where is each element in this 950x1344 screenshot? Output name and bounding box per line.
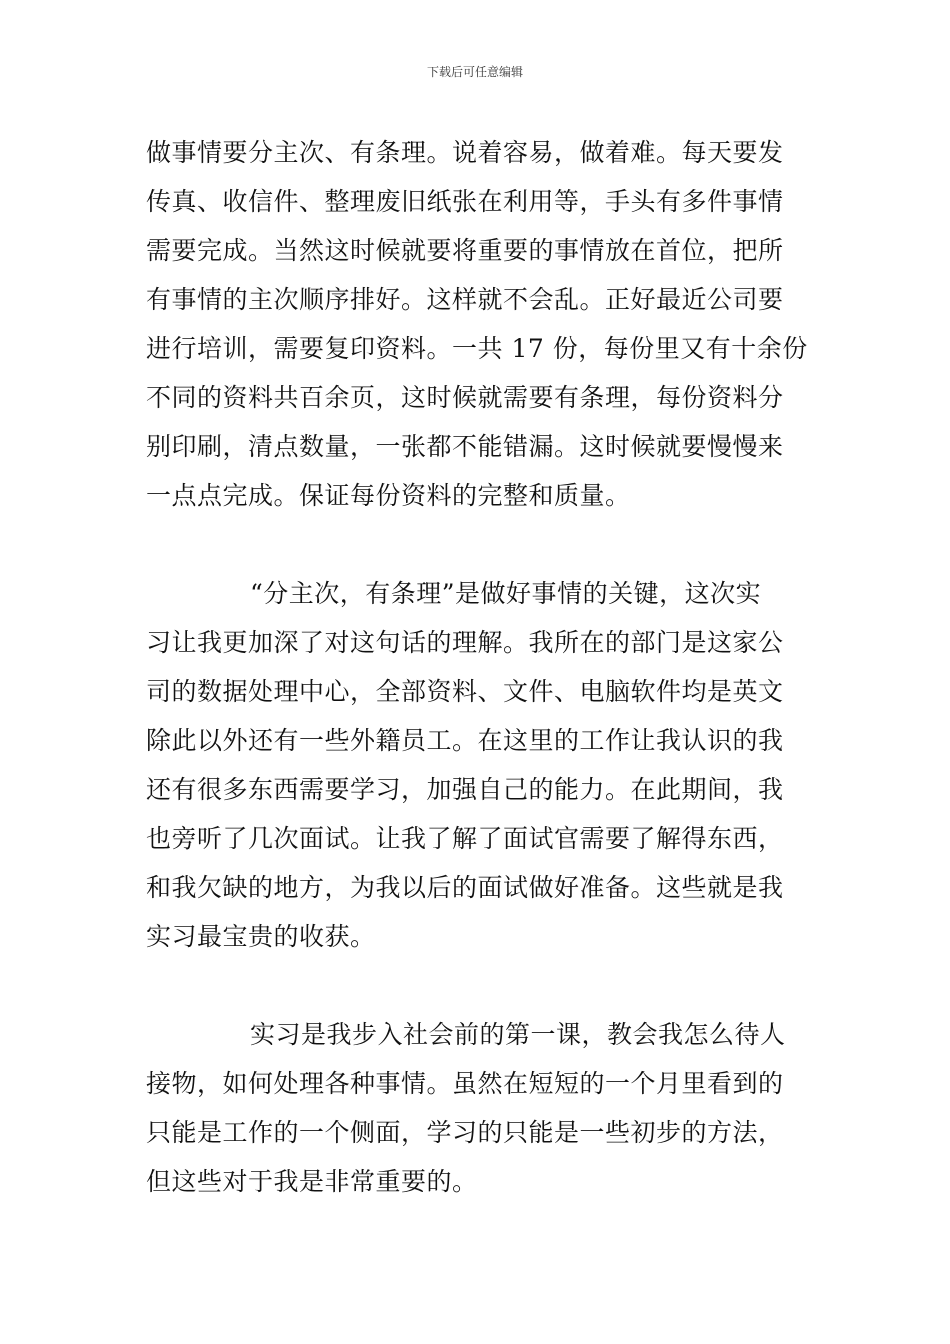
paragraph-line: 别印刷，清点数量，一张都不能错漏。这时候就要慢慢来: [146, 432, 784, 461]
paragraph-line: 有事情的主次顺序排好。这样就不会乱。正好最近公司要: [146, 285, 784, 314]
paragraph-line: 传真、收信件、整理废旧纸张在利用等，手头有多件事情: [146, 187, 784, 216]
paragraph-line: 接物，如何处理各种事情。虽然在短短的一个月里看到的: [146, 1069, 784, 1098]
page-header: 下载后可任意编辑: [426, 65, 523, 79]
paragraph-line: 和我欠缺的地方，为我以后的面试做好准备。这些就是我: [146, 873, 784, 902]
paragraph-3: [146, 1010, 811, 1206]
paragraph-line: 不同的资料共百余页，这时候就需要有条理，每份资料分: [146, 383, 784, 412]
paragraph-line: 还有很多东西需要学习，加强自己的能力。在此期间，我: [146, 775, 784, 804]
paragraph-line: 一点点完成。保证每份资料的完整和质量。: [146, 481, 631, 510]
paragraph-line: 做事情要分主次、有条理。说着容易，做着难。每天要发: [146, 138, 784, 167]
paragraph-line: 实习最宝贵的收获。: [146, 922, 376, 951]
paragraph-1: [146, 128, 811, 520]
paragraph-line: 实习是我步入社会前的第一课，教会我怎么待人: [250, 1020, 786, 1049]
paragraph-line: 除此以外还有一些外籍员工。在这里的工作让我认识的我: [146, 726, 784, 755]
paragraph-line: “分主次，有条理”是做好事情的关键，这次实: [250, 579, 762, 608]
paragraph-line: 习让我更加深了对这句话的理解。我所在的部门是这家公: [146, 628, 784, 657]
document-body: [146, 128, 811, 1206]
paragraph-2: [146, 569, 811, 961]
paragraph-line: 但这些对于我是非常重要的。: [146, 1167, 478, 1196]
paragraph-line: 也旁听了几次面试。让我了解了面试官需要了解得东西，: [146, 824, 784, 853]
paragraph-line: 需要完成。当然这时候就要将重要的事情放在首位，把所: [146, 236, 784, 265]
paragraph-line: 进行培训，需要复印资料。一共 17 份，每份里又有十余份: [146, 334, 808, 363]
paragraph-line: 司的数据处理中心，全部资料、文件、电脑软件均是英文: [146, 677, 784, 706]
paragraph-line: 只能是工作的一个侧面，学习的只能是一些初步的方法，: [146, 1118, 784, 1147]
